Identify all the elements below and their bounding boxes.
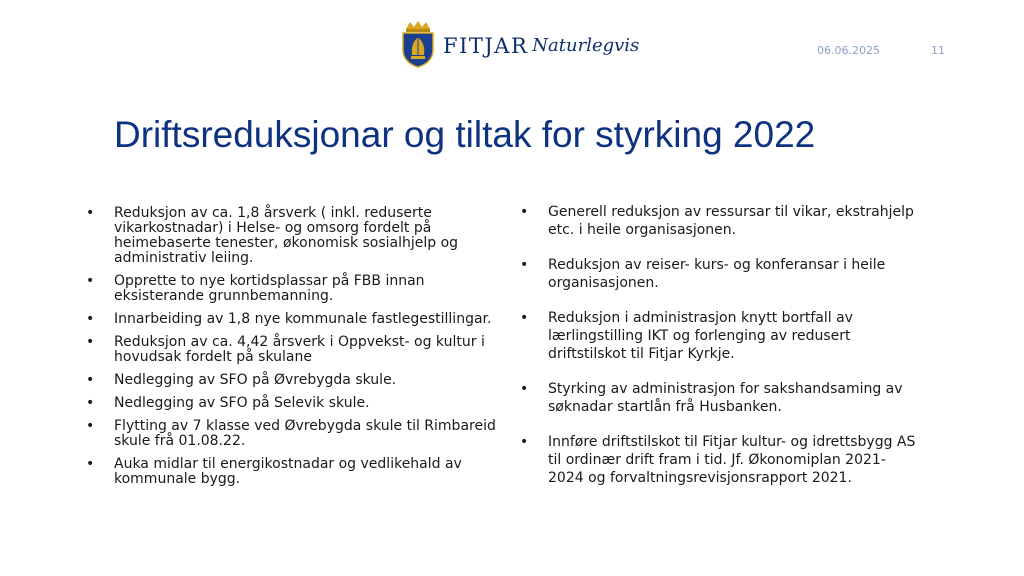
list-item bbox=[86, 335, 506, 365]
coat-of-arms-icon bbox=[400, 20, 436, 68]
right-bullet-list bbox=[520, 203, 920, 504]
list-item-text: Nedlegging av SFO på Øvrebygda skule. bbox=[114, 372, 397, 388]
list-item-text: Reduksjon av ca. 1,8 årsverk ( inkl. reduserte vikarkostnadar) i Helse- og omsorg fordelt på heimebaserte tenester, økonomisk sosialhjelp og administrativ leiing. bbox=[114, 205, 459, 266]
list-item bbox=[520, 309, 920, 363]
list-item-text: Innarbeiding av 1,8 nye kommunale fastlegestillingar. bbox=[114, 311, 492, 327]
bullet-icon: • bbox=[86, 456, 95, 472]
bullet-icon: • bbox=[86, 311, 95, 327]
bullet-icon: • bbox=[86, 418, 95, 434]
bullet-icon: • bbox=[520, 381, 529, 397]
bullet-icon: • bbox=[86, 205, 95, 221]
list-item bbox=[520, 256, 920, 292]
list-item bbox=[86, 312, 506, 327]
page-title: Driftsreduksjonar og tiltak for styrking 2022 bbox=[114, 114, 816, 155]
list-item bbox=[520, 203, 920, 239]
bullet-icon: • bbox=[86, 273, 95, 289]
bullet-icon: • bbox=[520, 434, 529, 450]
list-item-text: Styrking av administrasjon for sakshandsaming av søknadar startlån frå Husbanken. bbox=[548, 381, 903, 415]
list-item bbox=[520, 433, 920, 487]
list-item bbox=[86, 373, 506, 388]
list-item-text: Auka midlar til energikostnadar og vedlikehald av kommunale bygg. bbox=[114, 456, 462, 487]
slide-number: 11 bbox=[931, 44, 945, 57]
left-bullet-list bbox=[86, 206, 506, 495]
brand-tagline: Naturlegvis bbox=[532, 34, 640, 56]
list-item-text: Reduksjon av ca. 4,42 årsverk i Oppvekst- og kultur i hovudsak fordelt på skulane bbox=[114, 334, 485, 365]
list-item-text: Flytting av 7 klasse ved Øvrebygda skule til Rimbareid skule frå 01.08.22. bbox=[114, 418, 496, 449]
list-item bbox=[86, 419, 506, 449]
fitjar-logo bbox=[400, 20, 639, 68]
bullet-icon: • bbox=[86, 334, 95, 350]
list-item-text: Reduksjon av reiser- kurs- og konferansar i heile organisasjonen. bbox=[548, 257, 886, 291]
list-item bbox=[86, 457, 506, 487]
bullet-icon: • bbox=[520, 204, 529, 220]
bullet-icon: • bbox=[86, 395, 95, 411]
list-item-text: Nedlegging av SFO på Selevik skule. bbox=[114, 395, 370, 411]
list-item bbox=[520, 380, 920, 416]
bullet-icon: • bbox=[86, 372, 95, 388]
slide-date: 06.06.2025 bbox=[817, 44, 880, 57]
list-item bbox=[86, 396, 506, 411]
list-item-text: Innføre driftstilskot til Fitjar kultur- og idrettsbygg AS til ordinær drift fram i tid. Jf. Økonomiplan 2021-2024 og forvaltningsrevisjonsrapport 2021. bbox=[548, 434, 916, 486]
list-item bbox=[86, 206, 506, 266]
list-item-text: Reduksjon i administrasjon knytt bortfall av lærlingstilling IKT og forlenging av redusert driftstilskot til Fitjar Kyrkje. bbox=[548, 310, 853, 362]
list-item bbox=[86, 274, 506, 304]
list-item-text: Opprette to nye kortidsplassar på FBB innan eksisterande grunnbemanning. bbox=[114, 273, 425, 304]
bullet-icon: • bbox=[520, 257, 529, 273]
bullet-icon: • bbox=[520, 310, 529, 326]
list-item-text: Generell reduksjon av ressursar til vikar, ekstrahjelp etc. i heile organisasjonen. bbox=[548, 204, 914, 238]
brand-name: FITJAR bbox=[443, 34, 529, 58]
